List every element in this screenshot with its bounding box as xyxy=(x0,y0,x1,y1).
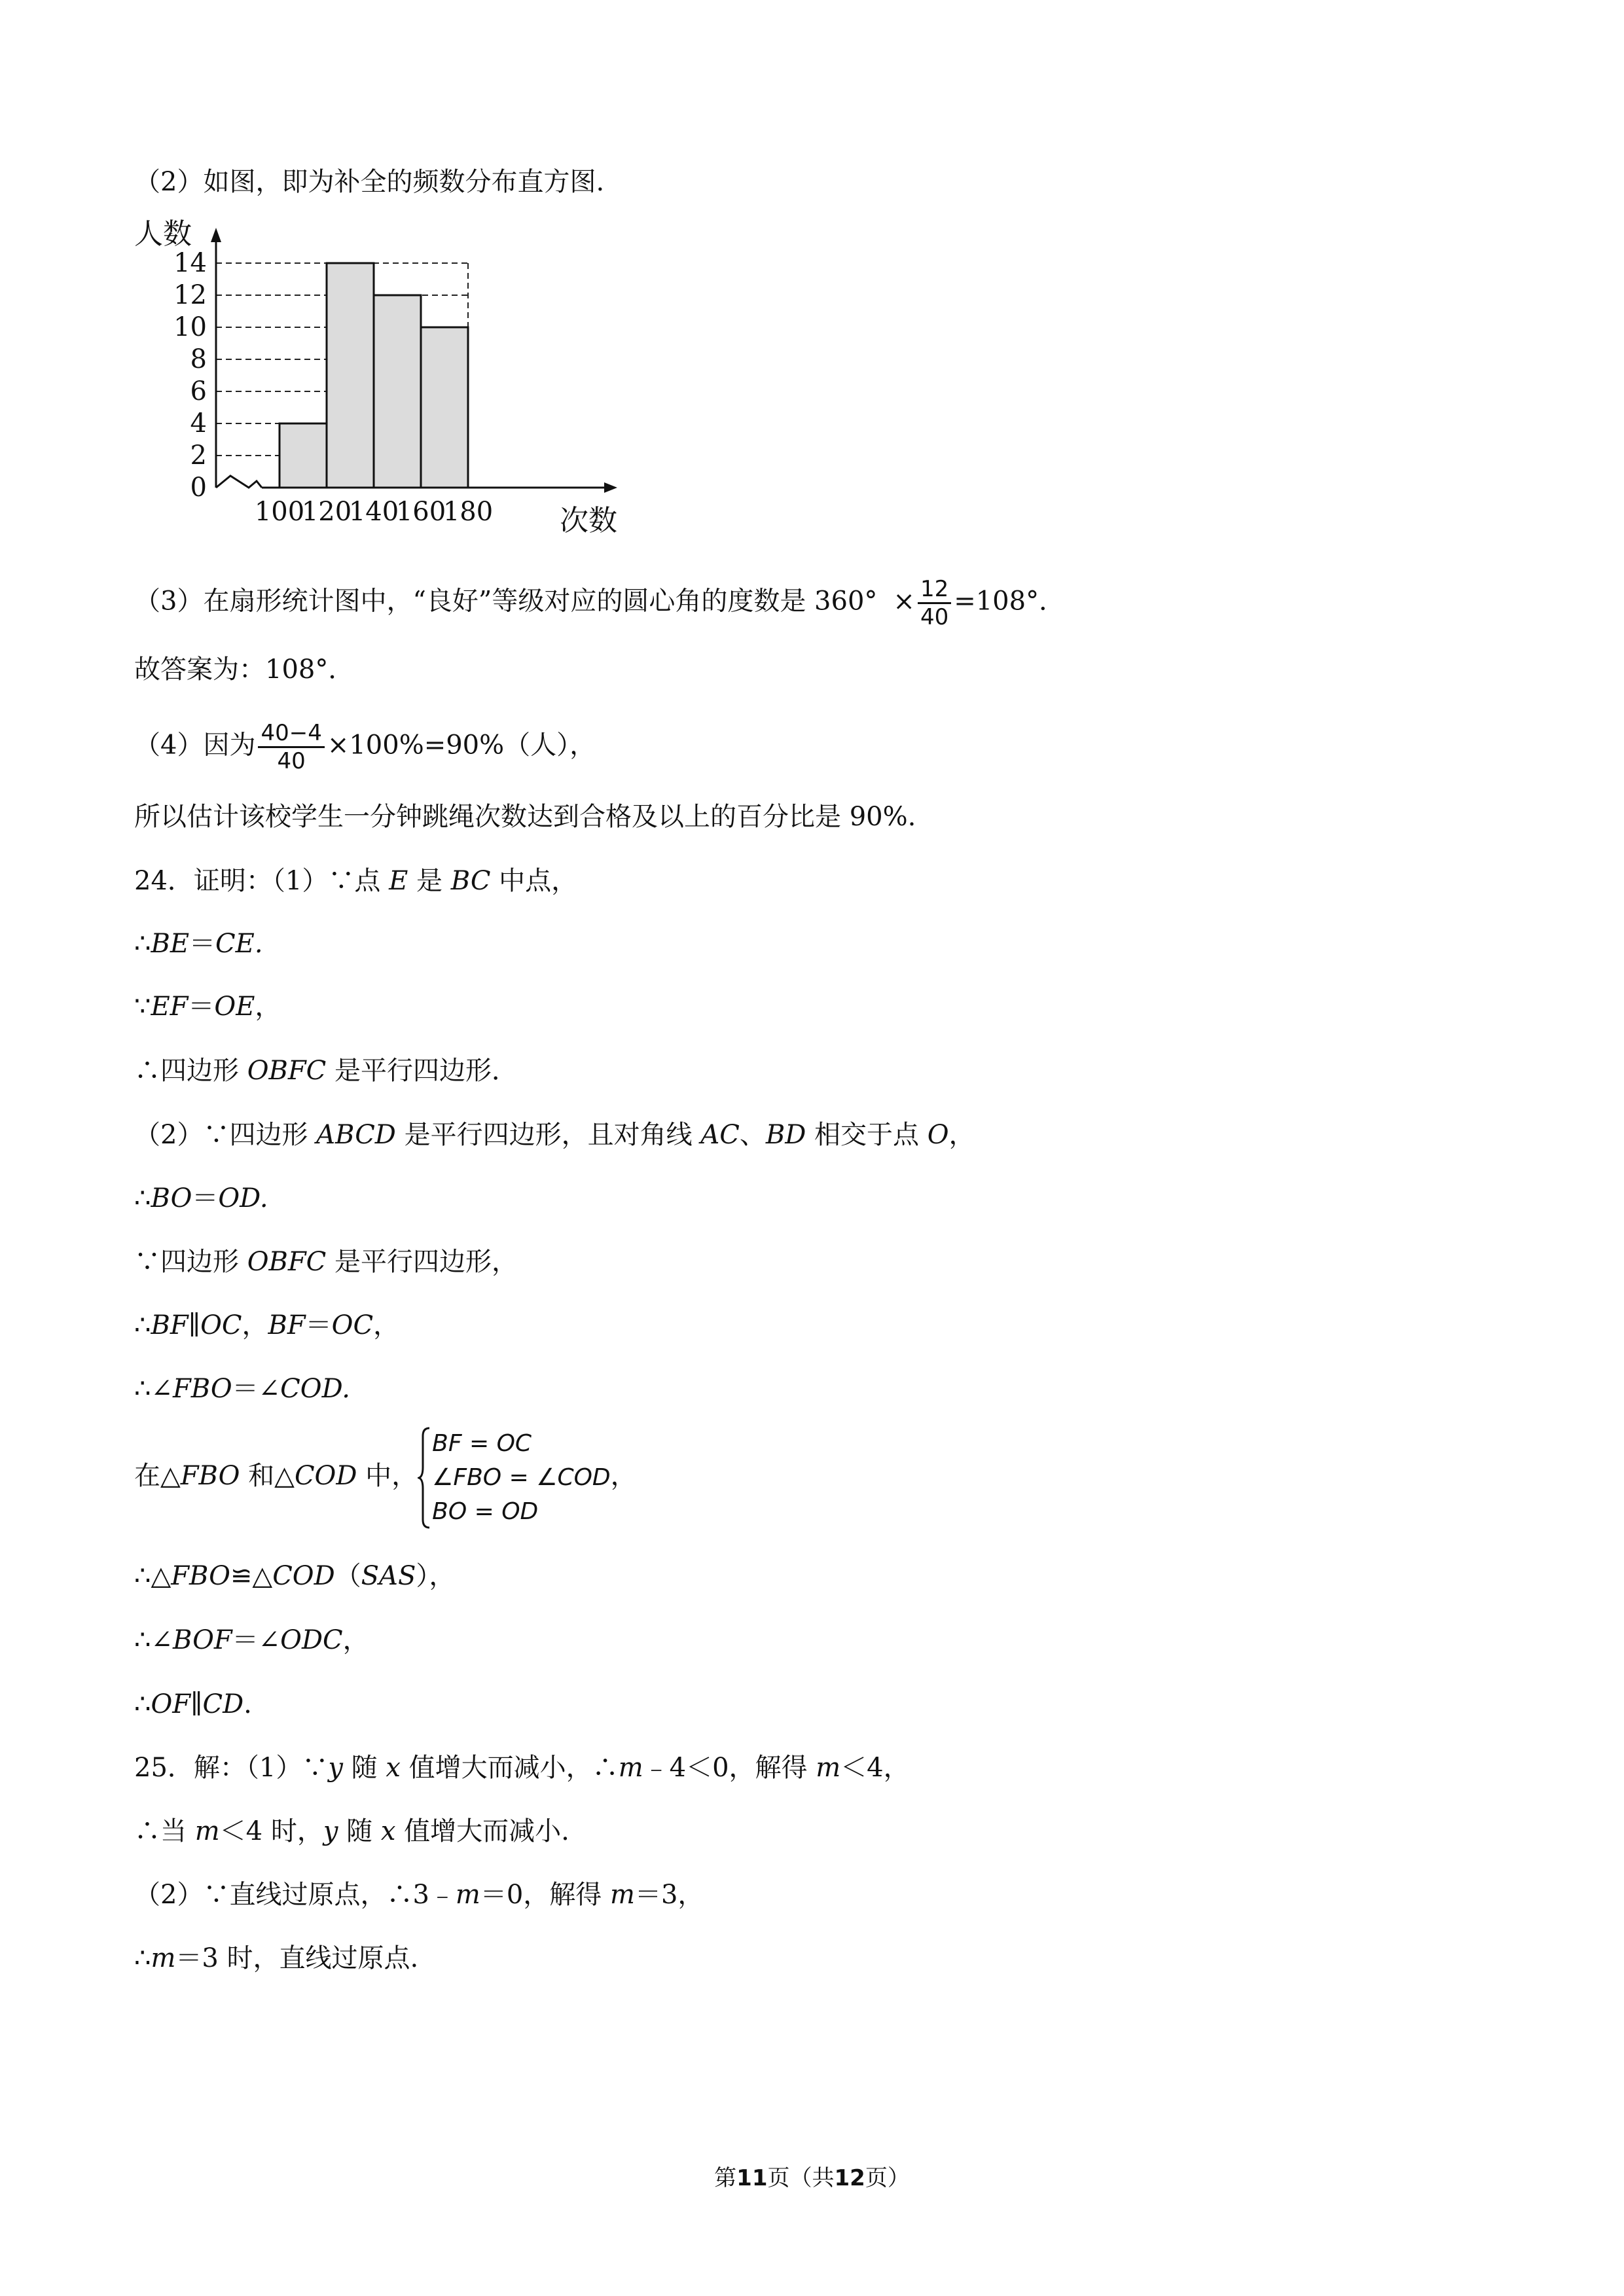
text-line: ∴∠FBO＝∠COD. xyxy=(134,1374,350,1404)
text-line: ∴BE＝CE. xyxy=(134,929,263,959)
fraction: $\frac{12}{40}$ xyxy=(918,576,951,630)
y-tick-label: 4 xyxy=(190,408,207,439)
x-axis-arrow xyxy=(604,482,617,493)
x-tick-label: 140 xyxy=(348,497,399,527)
y-tick-label: 2 xyxy=(190,440,207,471)
x-tick-label: 180 xyxy=(442,497,494,527)
y-tick-label: 12 xyxy=(173,280,207,310)
text-line: ∵EF＝OE， xyxy=(134,992,281,1022)
y-tick-label: 14 xyxy=(173,248,207,278)
axis-break xyxy=(216,476,262,488)
text-line: ∴四边形 OBFC 是平行四边形． xyxy=(134,1056,518,1086)
text-line: ∴当 m＜4 时，y 随 x 值增大而减小. xyxy=(134,1816,569,1846)
histogram-bar xyxy=(421,327,468,488)
text-line: ∴OF∥CD. xyxy=(134,1689,252,1719)
histogram-bar xyxy=(327,263,374,488)
text-line: ∵四边形 OBFC 是平行四边形， xyxy=(134,1247,518,1277)
x-tick-label: 120 xyxy=(301,497,352,527)
y-tick-label: 6 xyxy=(190,376,207,406)
text-line: 25．解：（1）∵y 随 x 值增大而减小，∴m﹣4＜0，解得 m＜4， xyxy=(134,1753,910,1783)
text-line: （4）因为 $\frac{40-4}{40}$ ×100%=90%（人）， xyxy=(134,720,596,774)
text-line: （2）如图，即为补全的频数分布直方图. xyxy=(134,167,605,197)
brace-icon xyxy=(418,1427,431,1529)
text-line: （2）∵四边形 ABCD 是平行四边形，且对角线 AC、BD 相交于点 O， xyxy=(134,1120,975,1150)
text-line: ∴BF∥OC，BF＝OC， xyxy=(134,1310,400,1340)
text-line: （2）∵直线过原点，∴3﹣m＝0，解得 m＝3， xyxy=(134,1880,704,1910)
page-footer: 第11页（共12页） xyxy=(714,2165,910,2191)
histogram-bar xyxy=(280,423,327,488)
text-line: ∴∠BOF＝∠ODC， xyxy=(134,1625,369,1655)
text-line: ∴△FBO≌△COD（SAS）， xyxy=(134,1561,456,1591)
text-line: ∴m＝3 时，直线过原点. xyxy=(134,1943,419,1973)
y-axis-label: 人数 xyxy=(134,217,192,251)
text-line: 故答案为：108°． xyxy=(134,655,355,685)
x-tick-label: 100 xyxy=(254,497,305,527)
histogram-chart xyxy=(128,216,651,556)
x-axis-label: 次数 xyxy=(560,504,617,537)
histogram-bar xyxy=(374,295,421,488)
x-tick-label: 160 xyxy=(395,497,446,527)
fraction: $\frac{40-4}{40}$ xyxy=(258,720,324,774)
text-line: 所以估计该校学生一分钟跳绳次数达到合格及以上的百分比是 90%. xyxy=(134,802,916,832)
y-axis-arrow xyxy=(211,228,221,242)
y-tick-label: 10 xyxy=(173,312,207,342)
y-tick-label: 8 xyxy=(190,344,207,374)
equation-system: BF = OC ∠FBO = ∠COD BO = OD xyxy=(418,1427,611,1529)
text-line: （3）在扇形统计图中，“良好”等级对应的圆心角的度数是 360° × $\frac{12}{40}$ =108°． xyxy=(134,576,1066,630)
y-tick-label: 0 xyxy=(190,473,207,503)
text-line: 24．证明：（1）∵点 E 是 BC 中点， xyxy=(134,866,578,896)
text-line: ∴BO＝OD. xyxy=(134,1183,268,1213)
text-line: 在△FBO 和△COD 中， BF = OC ∠FBO = ∠COD BO = OD ， xyxy=(134,1427,637,1529)
